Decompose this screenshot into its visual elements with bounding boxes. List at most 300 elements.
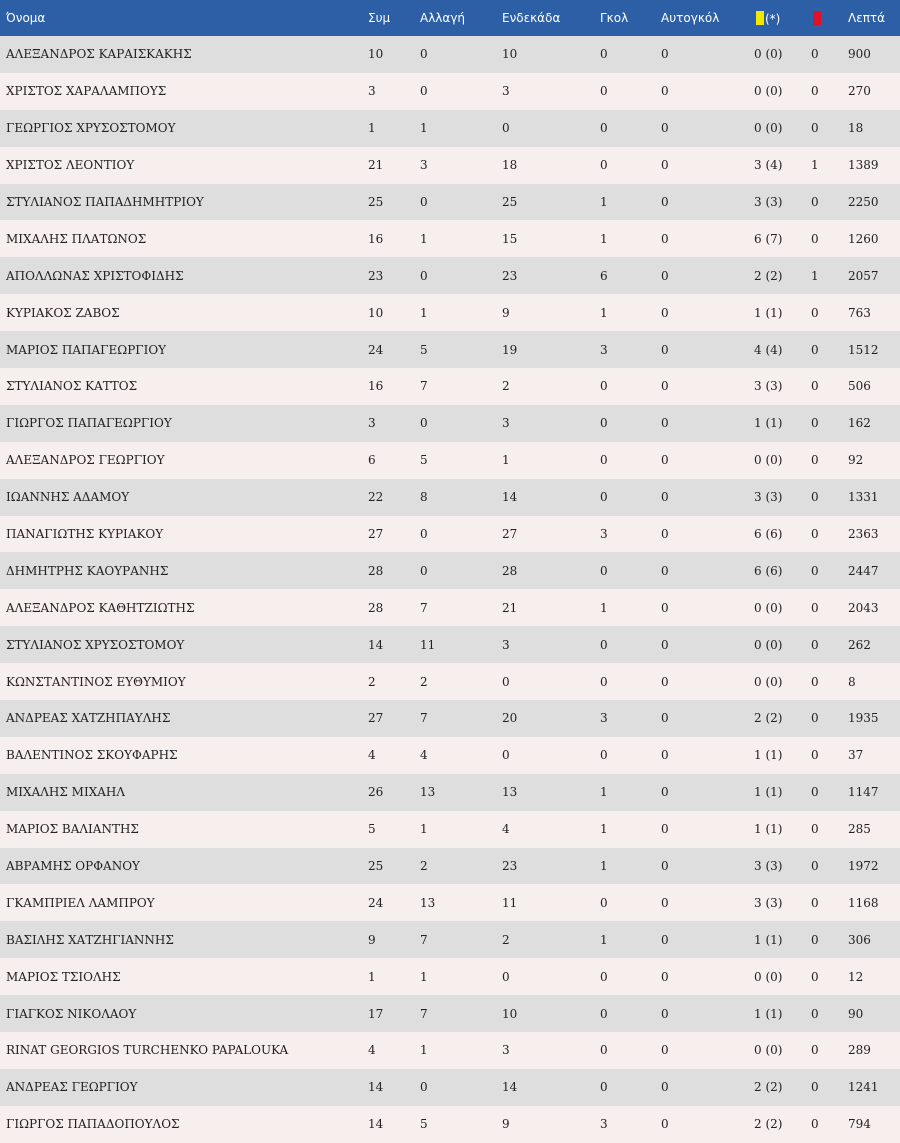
red-cards-cell: 0 [811,416,819,431]
own-goals-cell: 0 [661,527,669,542]
table-row [0,774,900,811]
player-name[interactable]: ΑΛΕΞΑΝΔΡΟΣ ΚΑΘΗΤΖΙΩΤΗΣ [6,600,195,615]
header-yellow-cards[interactable] [752,0,809,36]
yellow-cards-cell: 2 (2) [754,711,783,726]
minutes-cell: 2057 [848,268,879,283]
substitute-cell: 0 [420,195,428,209]
own-goals-cell: 0 [661,674,669,689]
appearances-cell: 27 [368,527,384,542]
table-row [0,516,900,553]
appearances-cell: 2 [368,674,376,689]
starting-cell: 2 [502,932,510,947]
red-cards-cell: 0 [811,342,819,357]
goals-cell: 3 [600,711,608,726]
goals-cell: 3 [600,1117,608,1132]
table-row [0,184,900,221]
yellow-cards-cell: 4 (4) [754,342,783,357]
starting-cell: 20 [502,711,518,726]
yellow-cards-cell: 3 (3) [754,490,783,505]
appearances-cell: 14 [368,1080,384,1095]
goals-cell: 0 [600,748,608,763]
goals-cell: 1 [600,822,608,837]
substitute-cell: 2 [420,859,428,874]
header-goals[interactable]: Γκολ [600,11,629,25]
yellow-cards-cell: 1 (1) [754,1006,783,1021]
minutes-cell: 37 [848,748,864,763]
appearances-cell: 1 [368,969,376,984]
player-name[interactable]: ΔΗΜΗΤΡΗΣ ΚΑΟΥΡΑΝΗΣ [6,563,169,578]
player-name[interactable]: ΜΑΡΙΟΣ ΒΑΛΙΑΝΤΗΣ [6,822,139,837]
appearances-cell: 17 [368,1006,384,1021]
red-cards-cell: 1 [811,158,819,173]
starting-cell: 21 [502,600,518,615]
table-row [0,552,900,589]
minutes-cell: 1147 [848,785,879,800]
starting-cell: 2 [502,379,510,394]
header-row [0,0,900,36]
table-row [0,147,900,184]
player-name[interactable]: ΠΑΝΑΓΙΩΤΗΣ ΚΥΡΙΑΚΟΥ [6,527,164,542]
own-goals-cell: 0 [661,563,669,578]
table-row [0,663,900,700]
yellow-cards-cell: 1 (1) [754,305,783,320]
table-row [0,811,900,848]
substitute-cell: 2 [420,674,428,689]
player-name[interactable]: ΑΛΕΞΑΝΔΡΟΣ ΚΑΡΑΙΣΚΑΚΗΣ [6,47,192,62]
red-cards-cell: 0 [811,674,819,689]
minutes-cell: 1389 [848,158,879,173]
substitute-cell: 1 [420,969,428,984]
yellow-cards-cell: 0 (0) [754,600,783,615]
own-goals-cell: 0 [661,453,669,468]
player-name[interactable]: ΓΙΑΓΚΟΣ ΝΙΚΟΛΑΟΥ [6,1006,137,1021]
goals-cell: 0 [600,379,608,394]
yellow-cards-cell: 3 (3) [754,195,783,209]
yellow-cards-cell: 0 (0) [754,453,783,468]
appearances-cell: 28 [368,563,384,578]
table-row [0,737,900,774]
appearances-cell: 10 [368,47,384,62]
yellow-cards-cell: 0 (0) [754,969,783,984]
starting-cell: 0 [502,121,510,136]
appearances-cell: 25 [368,195,384,209]
own-goals-cell: 0 [661,785,669,800]
starting-cell: 9 [502,305,510,320]
yellow-cards-cell: 0 (0) [754,84,783,99]
yellow-cards-cell: 1 (1) [754,748,783,763]
red-cards-cell: 0 [811,490,819,505]
minutes-cell: 285 [848,822,871,837]
starting-cell: 9 [502,1117,510,1132]
appearances-cell: 1 [368,121,376,136]
table-row [0,1069,900,1106]
appearances-cell: 4 [368,1043,376,1058]
own-goals-cell: 0 [661,711,669,726]
starting-cell: 18 [502,158,518,173]
red-cards-cell: 0 [811,563,819,578]
own-goals-cell: 0 [661,490,669,505]
yellow-cards-cell: 1 (1) [754,822,783,837]
starting-cell: 23 [502,268,518,283]
yellow-cards-cell: 6 (7) [754,231,783,246]
goals-cell: 3 [600,527,608,542]
yellow-cards-cell: 0 (0) [754,121,783,136]
player-name[interactable]: ΒΑΣΙΛΗΣ ΧΑΤΖΗΓΙΑΝΝΗΣ [6,932,174,947]
appearances-cell: 24 [368,895,384,910]
goals-cell: 0 [600,416,608,431]
red-cards-cell: 0 [811,121,819,136]
substitute-cell: 5 [420,1117,428,1132]
minutes-cell: 162 [848,416,871,431]
starting-cell: 3 [502,1043,510,1058]
appearances-cell: 3 [368,84,376,99]
starting-cell: 1 [502,453,510,468]
substitute-cell: 13 [420,785,436,800]
minutes-cell: 506 [848,379,871,394]
minutes-cell: 794 [848,1117,871,1132]
own-goals-cell: 0 [661,268,669,283]
table-row [0,700,900,737]
own-goals-cell: 0 [661,1080,669,1095]
player-name[interactable]: ΑΠΟΛΛΩΝΑΣ ΧΡΙΣΤΟΦΙΔΗΣ [6,268,184,283]
player-name[interactable]: ΑΝΔΡΕΑΣ ΧΑΤΖΗΠΑΥΛΗΣ [6,711,171,726]
red-cards-cell: 0 [811,1006,819,1021]
goals-cell: 1 [600,785,608,800]
appearances-cell: 3 [368,416,376,431]
player-name[interactable]: ΓΙΩΡΓΟΣ ΠΑΠΑΓΕΩΡΓΙΟΥ [6,416,172,431]
own-goals-cell: 0 [661,158,669,173]
goals-cell: 0 [600,158,608,173]
table-row [0,921,900,958]
own-goals-cell: 0 [661,895,669,910]
player-name[interactable]: ΜΑΡΙΟΣ ΠΑΠΑΓΕΩΡΓΙΟΥ [6,342,167,357]
goals-cell: 0 [600,674,608,689]
substitute-cell: 5 [420,342,428,357]
substitute-cell: 11 [420,637,436,652]
player-name[interactable]: ΙΩΑΝΝΗΣ ΑΔΑΜΟΥ [6,490,130,505]
own-goals-cell: 0 [661,342,669,357]
yellow-cards-cell: 3 (3) [754,379,783,394]
red-cards-cell: 0 [811,379,819,394]
yellow-cards-cell: 3 (3) [754,895,783,910]
yellow-cards-cell: 1 (1) [754,416,783,431]
substitute-cell: 1 [420,231,428,246]
goals-cell: 0 [600,895,608,910]
substitute-cell: 1 [420,305,428,320]
minutes-cell: 1935 [848,711,879,726]
minutes-cell: 763 [848,305,871,320]
yellow-card-suffix: (*) [765,11,781,26]
red-cards-cell: 0 [811,231,819,246]
table-row [0,958,900,995]
appearances-cell: 27 [368,711,384,726]
table-row [0,589,900,626]
goals-cell: 1 [600,305,608,320]
red-cards-cell: 0 [811,711,819,726]
own-goals-cell: 0 [661,1117,669,1132]
yellow-cards-cell: 3 (4) [754,158,783,173]
goals-cell: 0 [600,490,608,505]
minutes-cell: 18 [848,121,864,136]
starting-cell: 19 [502,342,518,357]
header-appearances[interactable]: Συμ [368,11,391,25]
table-row [0,1106,900,1143]
minutes-cell: 12 [848,969,864,984]
yellow-cards-cell: 1 (1) [754,785,783,800]
appearances-cell: 9 [368,932,376,947]
player-name[interactable]: ΑΛΕΞΑΝΔΡΟΣ ΓΕΩΡΓΙΟΥ [6,453,165,468]
appearances-cell: 22 [368,490,384,505]
minutes-cell: 1260 [848,231,879,246]
goals-cell: 1 [600,859,608,874]
player-name[interactable]: ΜΑΡΙΟΣ ΤΣΙΟΛΗΣ [6,969,121,984]
substitute-cell: 13 [420,895,436,910]
starting-cell: 14 [502,490,518,505]
appearances-cell: 28 [368,600,384,615]
substitute-cell: 7 [420,600,428,615]
appearances-cell: 23 [368,268,384,283]
table-row [0,36,900,73]
goals-cell: 0 [600,1043,608,1058]
substitute-cell: 0 [420,268,428,283]
starting-cell: 0 [502,969,510,984]
appearances-cell: 5 [368,822,376,837]
minutes-cell: 92 [848,453,864,468]
player-name[interactable]: ΣΤΥΛΙΑΝΟΣ ΧΡΥΣΟΣΤΟΜΟΥ [6,637,185,652]
red-cards-cell: 0 [811,859,819,874]
own-goals-cell: 0 [661,1043,669,1058]
appearances-cell: 14 [368,1117,384,1132]
goals-cell: 1 [600,600,608,615]
header-minutes[interactable]: Λεπτά [848,11,886,25]
starting-cell: 0 [502,748,510,763]
yellow-cards-cell: 2 (2) [754,1080,783,1095]
own-goals-cell: 0 [661,859,669,874]
red-cards-cell: 0 [811,47,819,62]
own-goals-cell: 0 [661,47,669,62]
header-own-goals[interactable]: Αυτογκόλ [661,11,720,25]
player-name[interactable]: ΧΡΙΣΤΟΣ ΧΑΡΑΛΑΜΠΟΥΣ [6,84,167,99]
own-goals-cell: 0 [661,637,669,652]
player-name[interactable]: ΜΙΧΑΛΗΣ ΜΙΧΑΗΛ [6,785,126,800]
own-goals-cell: 0 [661,822,669,837]
goals-cell: 0 [600,1006,608,1021]
yellow-cards-cell: 2 (2) [754,1117,783,1132]
minutes-cell: 90 [848,1006,864,1021]
yellow-cards-cell: 3 (3) [754,859,783,874]
starting-cell: 14 [502,1080,518,1095]
table-row [0,257,900,294]
red-cards-cell: 0 [811,84,819,99]
minutes-cell: 289 [848,1043,871,1058]
minutes-cell: 8 [848,674,856,689]
table-row [0,368,900,405]
substitute-cell: 3 [420,158,428,173]
own-goals-cell: 0 [661,195,669,209]
substitute-cell: 5 [420,453,428,468]
player-name[interactable]: ΚΩΝΣΤΑΝΤΙΝΟΣ ΕΥΘΥΜΙΟΥ [6,674,186,689]
own-goals-cell: 0 [661,932,669,947]
starting-cell: 3 [502,637,510,652]
red-cards-cell: 0 [811,527,819,542]
substitute-cell: 0 [420,563,428,578]
red-cards-cell: 0 [811,895,819,910]
goals-cell: 0 [600,563,608,578]
yellow-cards-cell: 0 (0) [754,47,783,62]
goals-cell: 1 [600,231,608,246]
table-row [0,405,900,442]
appearances-cell: 14 [368,637,384,652]
minutes-cell: 1331 [848,490,879,505]
header-red-cards[interactable] [809,0,842,36]
own-goals-cell: 0 [661,1006,669,1021]
own-goals-cell: 0 [661,969,669,984]
substitute-cell: 0 [420,527,428,542]
appearances-cell: 21 [368,158,384,173]
red-cards-cell: 0 [811,932,819,947]
appearances-cell: 25 [368,859,384,874]
starting-cell: 15 [502,231,518,246]
yellow-card-icon [756,11,764,25]
goals-cell: 6 [600,268,608,283]
appearances-cell: 4 [368,748,376,763]
goals-cell: 0 [600,121,608,136]
starting-cell: 27 [502,527,518,542]
goals-cell: 0 [600,1080,608,1095]
goals-cell: 0 [600,637,608,652]
substitute-cell: 1 [420,822,428,837]
substitute-cell: 7 [420,932,428,947]
player-name[interactable]: ΓΕΩΡΓΙΟΣ ΧΡΥΣΟΣΤΟΜΟΥ [6,121,176,136]
red-cards-cell: 0 [811,453,819,468]
player-name[interactable]: ΣΤΥΛΙΑΝΟΣ ΚΑΤΤΟΣ [6,379,138,394]
yellow-cards-cell: 2 (2) [754,268,783,283]
red-cards-cell: 0 [811,748,819,763]
minutes-cell: 270 [848,84,871,99]
minutes-cell: 1512 [848,342,879,357]
header-starting[interactable]: Ενδεκάδα [502,11,561,25]
starting-cell: 13 [502,785,518,800]
substitute-cell: 1 [420,121,428,136]
own-goals-cell: 0 [661,84,669,99]
table-row [0,848,900,885]
goals-cell: 3 [600,342,608,357]
starting-cell: 4 [502,822,510,837]
starting-cell: 10 [502,47,518,62]
substitute-cell: 4 [420,748,428,763]
own-goals-cell: 0 [661,600,669,615]
yellow-cards-cell: 0 (0) [754,1043,783,1058]
yellow-cards-cell: 0 (0) [754,637,783,652]
minutes-cell: 2043 [848,600,879,615]
yellow-cards-cell: 6 (6) [754,563,783,578]
minutes-cell: 1972 [848,859,879,874]
minutes-cell: 1168 [848,895,879,910]
table-row [0,884,900,921]
table-row [0,1032,900,1069]
table-row [0,294,900,331]
table-row [0,220,900,257]
player-name[interactable]: ΣΤΥΛΙΑΝΟΣ ΠΑΠΑΔΗΜΗΤΡΙΟΥ [6,195,204,209]
goals-cell: 1 [600,932,608,947]
starting-cell: 3 [502,416,510,431]
appearances-cell: 16 [368,379,384,394]
table-row [0,995,900,1032]
red-cards-cell: 0 [811,637,819,652]
player-name[interactable]: ΚΥΡΙΑΚΟΣ ΖΑΒΟΣ [6,305,120,320]
substitute-cell: 7 [420,1006,428,1021]
starting-cell: 0 [502,674,510,689]
red-cards-cell: 0 [811,969,819,984]
table-row [0,479,900,516]
player-name[interactable]: ΜΙΧΑΛΗΣ ΠΛΑΤΩΝΟΣ [6,231,147,246]
red-cards-cell: 0 [811,195,819,209]
substitute-cell: 0 [420,84,428,99]
red-card-icon [813,11,821,25]
minutes-cell: 1241 [848,1080,879,1095]
appearances-cell: 26 [368,785,384,800]
player-name[interactable]: ΑΒΡΑΜΗΣ ΟΡΦΑΝΟΥ [6,859,140,874]
header-substitute[interactable]: Αλλαγή [420,11,466,25]
player-name[interactable]: ΒΑΛΕΝΤΙΝΟΣ ΣΚΟΥΦΑΡΗΣ [6,748,178,763]
red-cards-cell: 0 [811,822,819,837]
substitute-cell: 7 [420,711,428,726]
goals-cell: 0 [600,47,608,62]
starting-cell: 3 [502,84,510,99]
own-goals-cell: 0 [661,305,669,320]
substitute-cell: 7 [420,379,428,394]
table-row [0,626,900,663]
red-cards-cell: 0 [811,305,819,320]
header-name[interactable]: Όνομα [6,11,46,25]
player-name[interactable]: ΓΚΑΜΠΡΙΕΛ ΛΑΜΠΡΟΥ [6,895,155,910]
yellow-cards-cell: 6 (6) [754,527,783,542]
table-row [0,331,900,368]
yellow-cards-cell: 0 (0) [754,674,783,689]
own-goals-cell: 0 [661,379,669,394]
substitute-cell: 0 [420,416,428,431]
red-cards-cell: 0 [811,785,819,800]
yellow-cards-cell: 1 (1) [754,932,783,947]
player-name[interactable]: ΧΡΙΣΤΟΣ ΛΕΟΝΤΙΟΥ [6,158,135,173]
red-cards-cell: 0 [811,1117,819,1132]
substitute-cell: 0 [420,47,428,62]
substitute-cell: 0 [420,1080,428,1095]
appearances-cell: 6 [368,453,376,468]
player-name[interactable]: ΑΝΔΡΕΑΣ ΓΕΩΡΓΙΟΥ [6,1080,138,1095]
player-name[interactable]: RINAT GEORGIOS TURCHENKO PAPALOUKA [6,1043,289,1058]
minutes-cell: 900 [848,47,871,62]
minutes-cell: 2447 [848,563,879,578]
appearances-cell: 16 [368,231,384,246]
starting-cell: 25 [502,195,518,209]
minutes-cell: 2363 [848,527,879,542]
goals-cell: 0 [600,969,608,984]
goals-cell: 0 [600,453,608,468]
own-goals-cell: 0 [661,748,669,763]
minutes-cell: 262 [848,637,871,652]
table-row [0,110,900,147]
table-header [0,0,900,36]
starting-cell: 23 [502,859,518,874]
table-row [0,73,900,110]
player-name[interactable]: ΓΙΩΡΓΟΣ ΠΑΠΑΔΟΠΟΥΛΟΣ [6,1117,180,1132]
red-cards-cell: 0 [811,1043,819,1058]
substitute-cell: 1 [420,1043,428,1058]
red-cards-cell: 1 [811,268,819,283]
table-body [0,36,900,1143]
own-goals-cell: 0 [661,416,669,431]
